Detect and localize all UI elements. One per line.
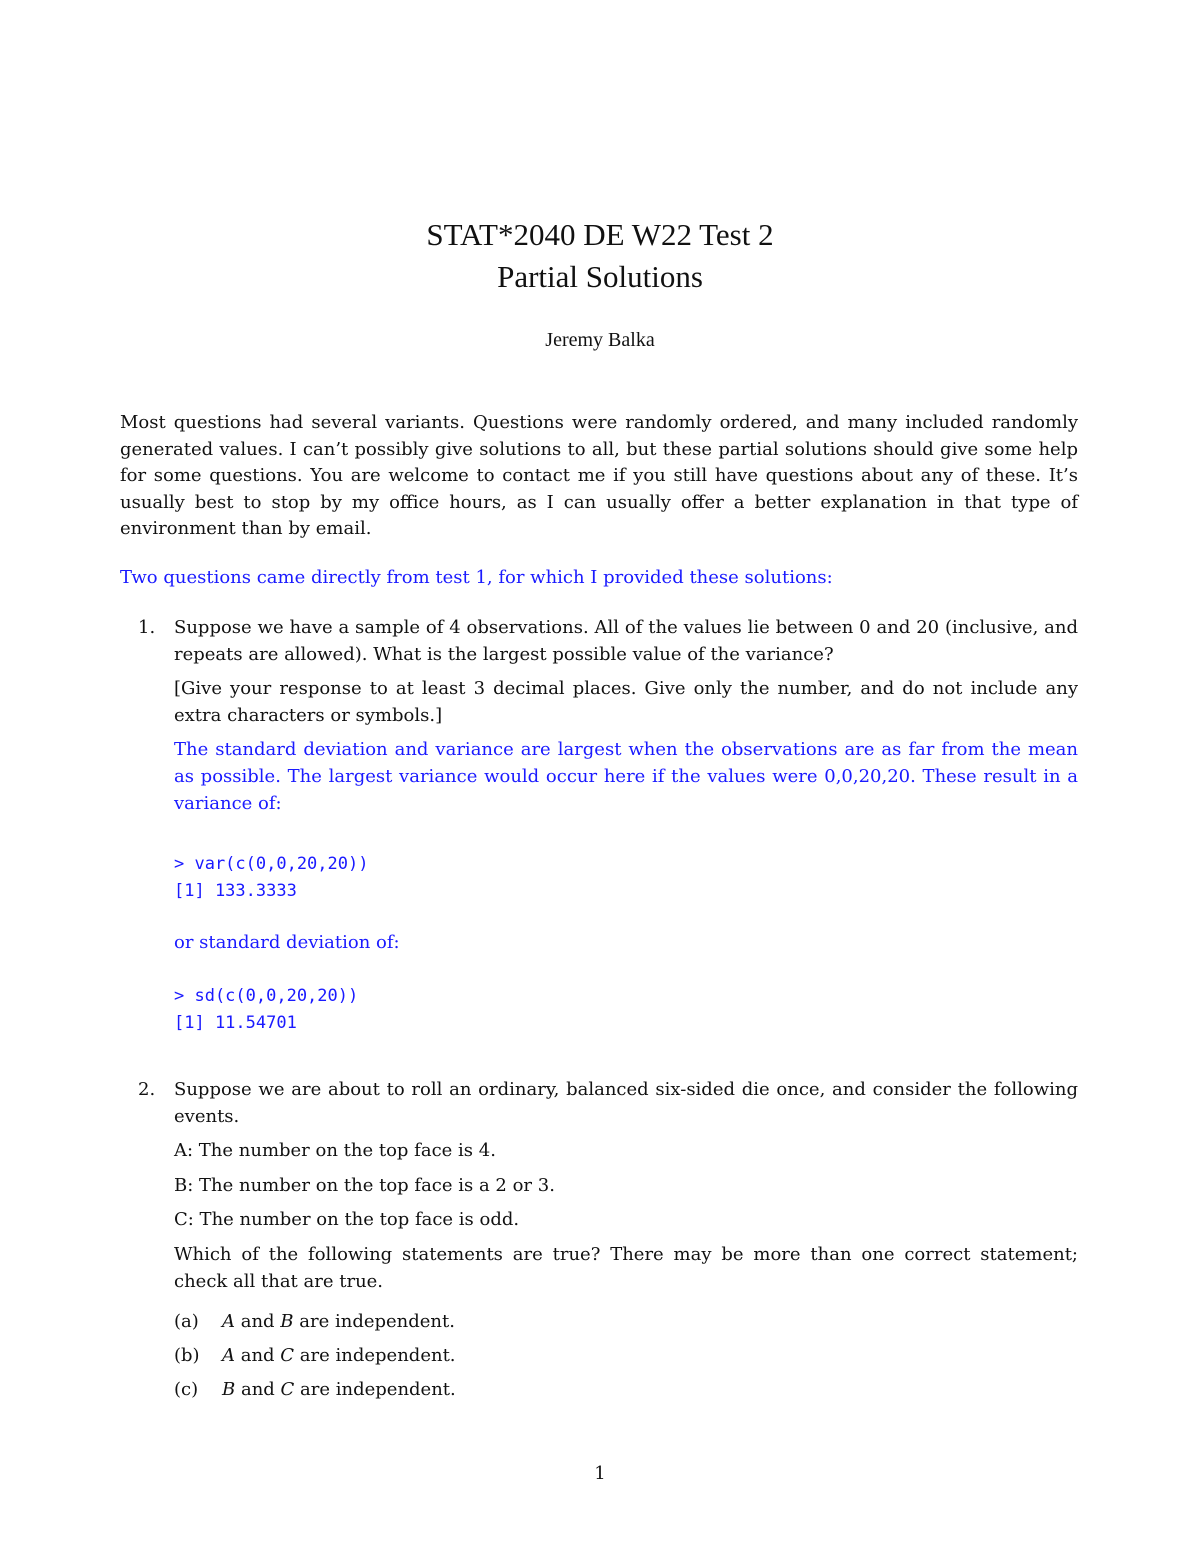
title-block <box>0 214 1200 298</box>
question-1-body <box>174 615 1078 1036</box>
event-b: B: The number on the top face is a 2 or 3. <box>174 1174 555 1196</box>
option-a-second: B <box>280 1311 294 1333</box>
solutions-lead: Two questions came directly from test 1, for which I provided these solutions: <box>120 567 833 588</box>
question-1-number: 1. <box>138 617 156 638</box>
question-1 <box>120 615 1078 1036</box>
option-b-rest: are independent. <box>294 1345 456 1367</box>
question-2-prompt: Suppose we are about to roll an ordinary, balanced six-sided die once, and consider the following events. <box>174 1079 1078 1127</box>
event-a: A: The number on the top face is 4. <box>174 1140 496 1162</box>
code-sd-output: [1] 11.54701 <box>174 1012 297 1033</box>
question-2-body <box>174 1077 1078 1411</box>
option-c-first: B <box>222 1379 236 1401</box>
author-name: Jeremy Balka <box>545 329 655 351</box>
question-1-prompt: Suppose we have a sample of 4 observations. All of the values lie between 0 and 20 (inclusive, and repeats are allowed). What is the largest possible value of the variance? <box>174 617 1078 665</box>
option-b-mid: and <box>235 1345 281 1367</box>
intro-paragraph: Most questions had several variants. Questions were randomly ordered, and many included randomly generated values. I can’t possibly give solutions to all, but these partial solutions should give some help for some questions. You are welcome to contact me if you still have questions about any of these. It’s usually best to stop by my office hours, as I can usually offer a better explanation in that type of environment than by email. <box>120 412 1078 540</box>
option-b-label: (b) <box>174 1345 200 1367</box>
question-1-answer: The standard deviation and variance are largest when the observations are as far from the mean as possible. The largest variance would occur here if the values were 0,0,20,20. These result in a variance of: <box>174 739 1078 814</box>
option-c-mid: and <box>235 1379 281 1401</box>
option-c-label: (c) <box>174 1379 199 1401</box>
option-a <box>174 1309 1078 1343</box>
options-list <box>174 1309 1078 1411</box>
question-2 <box>120 1077 1078 1411</box>
option-a-label: (a) <box>174 1311 199 1333</box>
event-c: C: The number on the top face is odd. <box>174 1209 520 1231</box>
option-b-first: A <box>222 1345 235 1367</box>
option-b <box>174 1343 1078 1377</box>
option-c-second: C <box>280 1379 295 1401</box>
option-b-second: C <box>280 1345 295 1367</box>
page-number: 1 <box>594 1463 606 1484</box>
option-a-mid: and <box>235 1311 281 1333</box>
option-c <box>174 1377 1078 1411</box>
code-sd-command: > sd(c(0,0,20,20)) <box>174 985 359 1006</box>
document-subtitle: Partial Solutions <box>497 259 703 294</box>
question-1-sd-intro: or standard deviation of: <box>174 932 400 954</box>
code-var-command: > var(c(0,0,20,20)) <box>174 854 369 875</box>
question-1-instruction: [Give your response to at least 3 decimal places. Give only the number, and do not include any extra characters or symbols.] <box>174 678 1078 726</box>
document-title: STAT*2040 DE W22 Test 2 <box>426 217 774 252</box>
question-2-number: 2. <box>138 1079 156 1100</box>
option-a-first: A <box>222 1311 235 1333</box>
code-var-output: [1] 133.3333 <box>174 880 297 901</box>
option-c-rest: are independent. <box>294 1379 456 1401</box>
option-a-rest: are independent. <box>293 1311 455 1333</box>
question-2-question: Which of the following statements are true? There may be more than one correct statement; check all that are true. <box>174 1243 1078 1292</box>
